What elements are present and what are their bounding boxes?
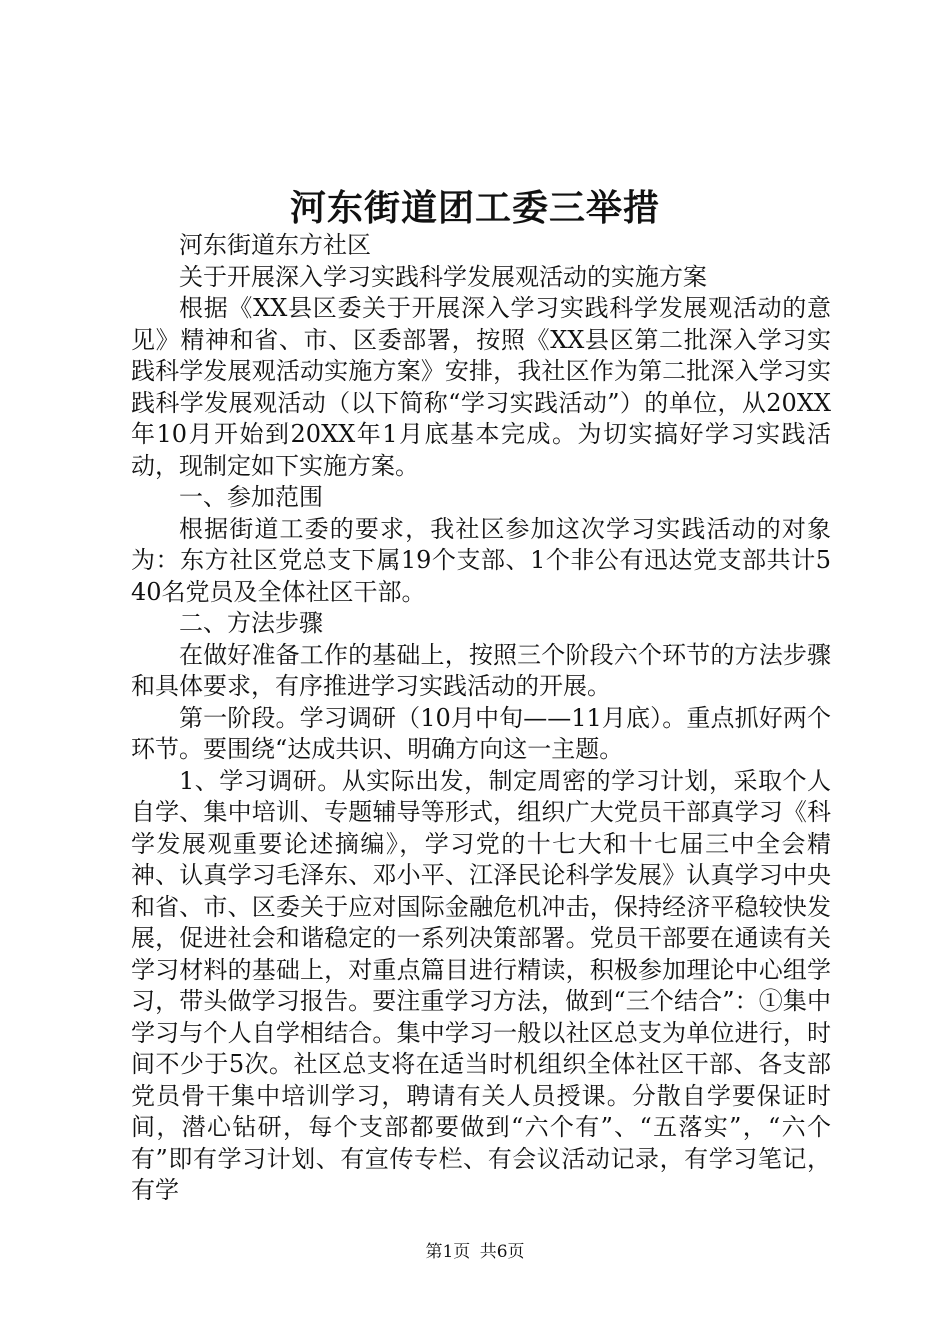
paragraph-study-research: 1、学习调研。从实际出发，制定周密的学习计划，采取个人自学、集中培训、专题辅导等形式，组织广大党员干部真学习《科学发展观重要论述摘编》，学习党的十七大和十七届三中全会精神、认真学习毛泽东、邓小平、江泽民论科学发展》认真学习中央和省、市、区委关于应对国际金融危机冲击，保持经济平稳较快发展，促进社会和谐稳定的一系列决策部署。党员干部要在通读有关学习材料的基础上，对重点篇目进行精读，积极参加理论中心组学习，带头做学习报告。要注重学习方法，做到“三个结合”：①集中学习与个人自学相结合。集中学习一般以社区总支为单位进行，时间不少于5次。社区总支将在适当时机组织全体社区干部、各支部党员骨干集中培训学习，聘请有关人员授课。分散自学要保证时间，潜心钻研，每个支部都要做到“六个有”、“五落实”，“六个有”即有学习计划、有宣传专栏、有会议活动记录，有学习笔记，有学	[131, 766, 831, 1204]
page-number: 第1页	[425, 1242, 471, 1262]
paragraph-scope: 根据街道工委的要求，我社区参加这次学习实践活动的对象为：东方社区党总支下属19个支部、1个非公有迅达党支部共计540名党员及全体社区干部。	[131, 514, 831, 606]
paragraph-intro: 根据《XX县区委关于开展深入学习实践科学发展观活动的意见》精神和省、市、区委部署，按照《XX县区第二批深入学习实践科学发展观活动实施方案》安排，我社区作为第二批深入学习实践科学发展观活动（以下简称“学习实践活动”）的单位，从20XX年10月开始到20XX年1月底基本完成。为切实搞好学习实践活动，现制定如下实施方案。	[131, 294, 831, 480]
document-title: 河东街道团工委三举措	[289, 187, 660, 229]
paragraph-steps: 在做好准备工作的基础上，按照三个阶段六个环节的方法步骤和具体要求，有序推进学习实践活动的开展。	[131, 640, 831, 700]
paragraph-stage-one: 第一阶段。学习调研（10月中旬——11月底）。重点抓好两个环节。要围绕“达成共识、明确方向这一主题。	[131, 703, 831, 763]
page-total: 共6页	[479, 1242, 525, 1262]
paragraph-community: 河东街道东方社区	[179, 231, 371, 259]
page-footer	[0, 1240, 950, 1264]
section-heading-steps: 二、方法步骤	[179, 609, 323, 637]
paragraph-plan-title: 关于开展深入学习实践科学发展观活动的实施方案	[179, 262, 707, 291]
document-body	[131, 230, 831, 1207]
section-heading-scope: 一、参加范围	[179, 483, 323, 511]
